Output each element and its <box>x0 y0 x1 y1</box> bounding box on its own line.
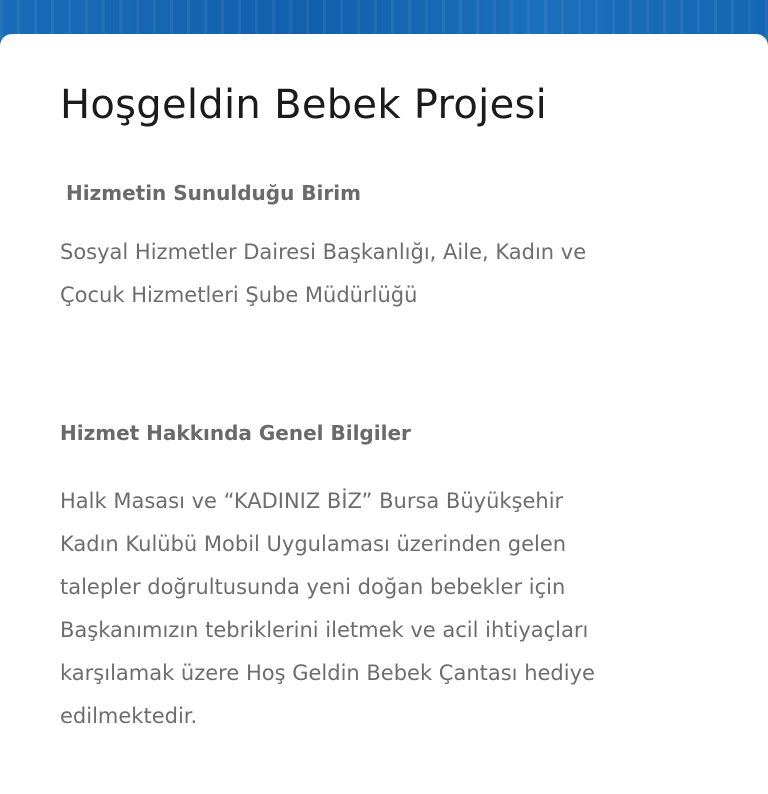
unit-heading: Hizmetin Sunulduğu Birim <box>66 181 361 205</box>
content-card <box>0 34 768 794</box>
unit-text: Sosyal Hizmetler Dairesi Başkanlığı, Aile, Kadın ve Çocuk Hizmetleri Şube Müdürlüğü <box>60 240 587 307</box>
info-text: Halk Masası ve “KADINIZ BİZ” Bursa Büyükşehir Kadın Kulübü Mobil Uygulaması üzerinden gelen talepler doğrultusunda yeni doğan bebekler için Başkanımızın tebriklerini iletmek ve acil ihtiyaçları karşılamak üzere Hoş Geldin Bebek Çantası hediye edilmektedir. <box>60 489 595 728</box>
info-heading: Hizmet Hakkında Genel Bilgiler <box>60 421 411 445</box>
page-title: Hoşgeldin Bebek Projesi <box>60 82 548 128</box>
